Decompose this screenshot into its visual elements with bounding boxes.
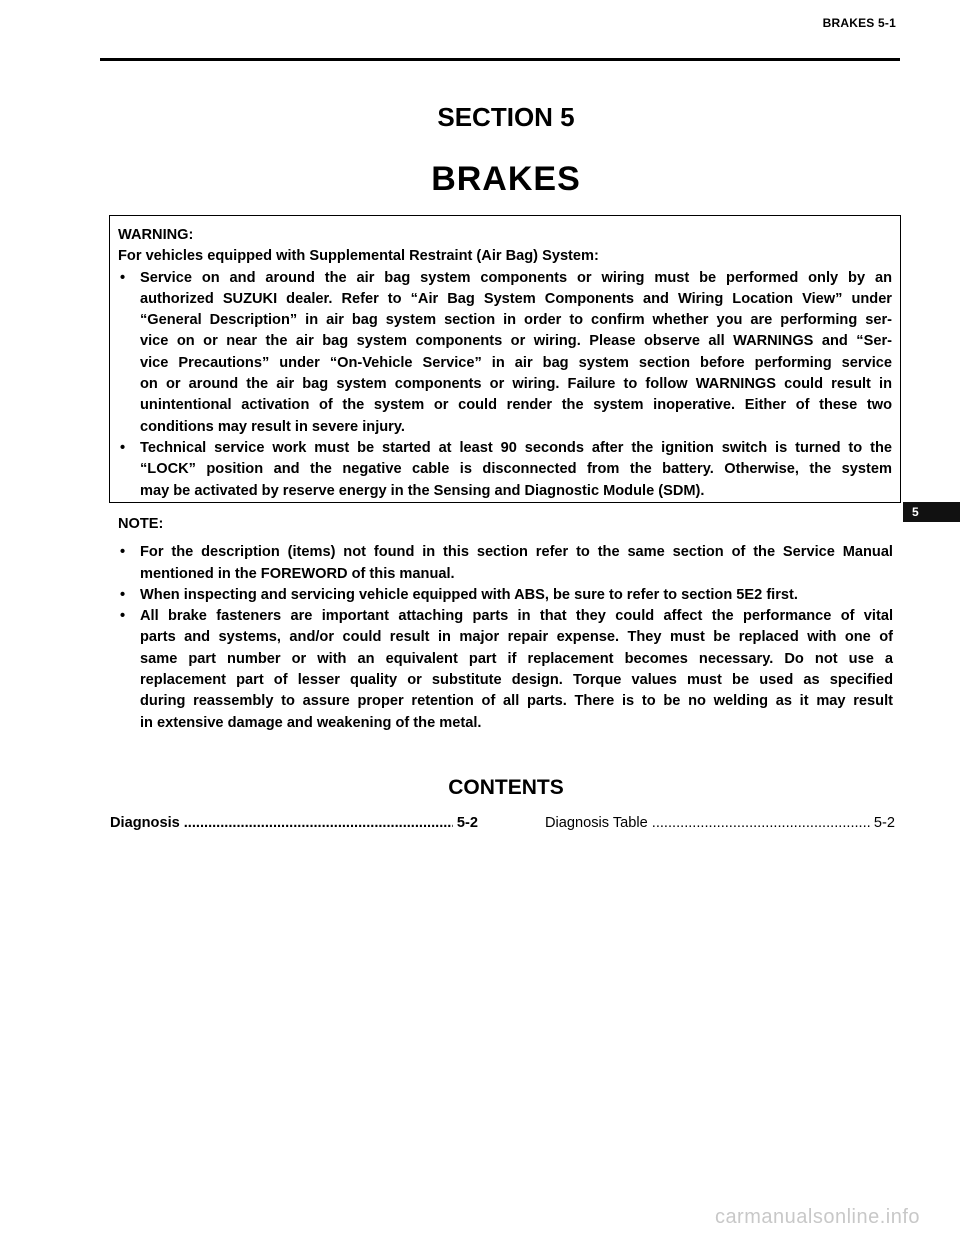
toc-entry-page: 5-2 — [456, 815, 478, 831]
bullet-icon: • — [120, 269, 126, 286]
note-bullet-1 — [118, 542, 893, 585]
section-label: SECTION 5 — [437, 102, 575, 132]
note-bullet-3-line: during reassembly to assure proper retention of all parts. There is to be no welding as it may result — [140, 693, 893, 710]
toc-entry-diagnosis[interactable] — [110, 815, 478, 831]
note-bullet-3-line: All brake fasteners are important attaching parts in that they could affect the performance of vital — [140, 608, 893, 625]
note-bullet-1-line: mentioned in the FOREWORD of this manual. — [140, 565, 455, 582]
watermark: carmanualsonline.info — [714, 1206, 920, 1228]
warning-bullet-1-line: “General Description” in air bag system section in order to confirm whether you are performing ser- — [140, 312, 892, 329]
note-bullet-3 — [118, 606, 893, 734]
warning-bullet-1-line: authorized SUZUKI dealer. Refer to “Air Bag System Components and Wiring Location View” under — [140, 290, 892, 307]
toc-entry-label: Diagnosis Table — [545, 815, 648, 831]
warning-bullet-1 — [118, 268, 892, 438]
warning-bullet-1-line: unintentional activation of the system or could render the system inoperative. Either of these two — [140, 397, 892, 414]
warning-bullet-1-line: Service on and around the air bag system components or wiring must be performed only by an — [140, 269, 892, 286]
warning-bullet-2 — [118, 438, 892, 502]
note-bullet-3-line: replacement part of lesser quality or substitute design. Torque values must be used as specified — [140, 672, 893, 689]
warning-bullet-1-line: on or around the air bag system components or wiring. Failure to follow WARNINGS could result in — [140, 376, 892, 393]
chapter-title: BRAKES — [431, 160, 581, 198]
toc-entry-diagnosis-table[interactable] — [545, 815, 895, 831]
note-bullet-1-line: For the description (items) not found in this section refer to the same section of the Service Manual — [140, 544, 893, 561]
note-bullet-2 — [118, 585, 893, 606]
bullet-icon: • — [120, 439, 126, 456]
warning-bullet-2-line: Technical service work must be started at least 90 seconds after the ignition switch is turned to the — [140, 439, 892, 456]
section-tab: 5 — [903, 502, 960, 522]
note-bullet-3-line: in extensive damage and weakening of the metal. — [140, 714, 482, 731]
toc-entry-page: 5-2 — [873, 815, 895, 831]
warning-intro: For vehicles equipped with Supplemental Restraint (Air Bag) System: — [118, 248, 599, 265]
bullet-icon: • — [120, 544, 126, 561]
warning-bullet-1-line: conditions may result in severe injury. — [140, 418, 405, 435]
bullet-icon: • — [120, 586, 126, 603]
note-label: NOTE: — [118, 516, 164, 532]
header-rule — [100, 58, 900, 61]
warning-bullet-1-line: vice on or near the air bag system components or wiring. Please observe all WARNINGS and “Ser- — [140, 333, 892, 350]
running-header: BRAKES 5-1 — [822, 16, 896, 30]
warning-box — [109, 215, 901, 503]
contents-title: CONTENTS — [448, 776, 564, 799]
toc-leader — [652, 815, 870, 831]
bullet-icon: • — [120, 608, 126, 625]
warning-bullet-1-line: vice Precautions” under “On-Vehicle Service” in air bag system section before performing service — [140, 354, 892, 371]
toc-leader — [184, 815, 453, 831]
note-block — [118, 514, 893, 734]
warning-label: WARNING: — [118, 227, 194, 243]
note-bullet-3-line: parts and systems, and/or could result in major repair expense. They must be replaced with one of — [140, 629, 893, 646]
warning-bullet-2-line: may be activated by reserve energy in the Sensing and Diagnostic Module (SDM). — [140, 482, 705, 499]
warning-bullet-2-line: “LOCK” position and the negative cable is disconnected from the battery. Otherwise, the system — [140, 461, 892, 478]
toc-entry-label: Diagnosis — [110, 815, 180, 831]
note-bullet-2-line: When inspecting and servicing vehicle equipped with ABS, be sure to refer to section 5E2 first. — [140, 586, 798, 603]
note-bullet-3-line: same part number or with an equivalent part if replacement becomes necessary. Do not use a — [140, 650, 893, 667]
